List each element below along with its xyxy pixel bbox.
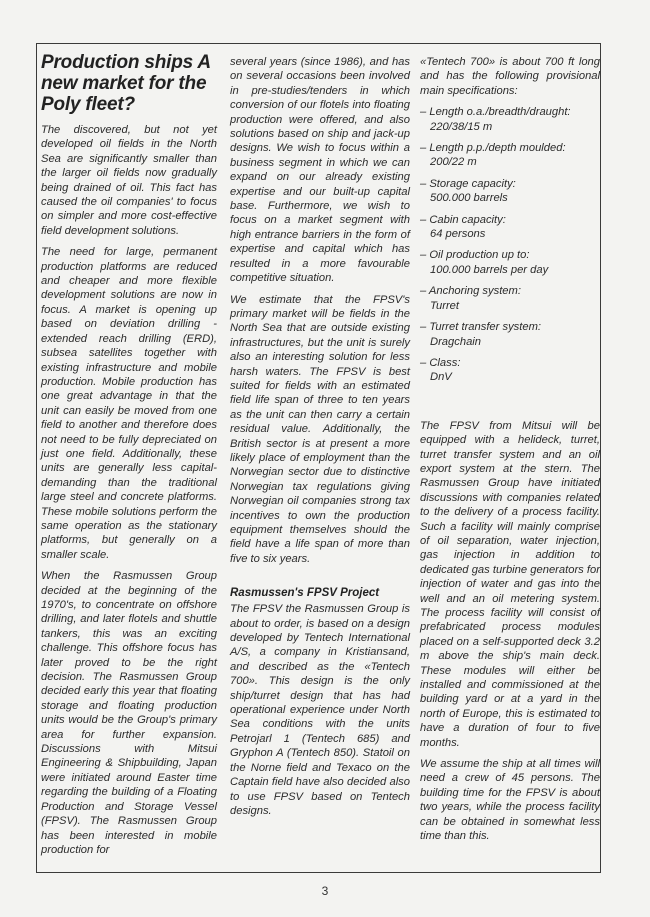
spec-label: – Cabin capacity: — [420, 213, 600, 227]
article-headline: Production ships A new market for the Poly fleet? — [41, 52, 211, 115]
spec-item — [420, 284, 600, 313]
spec-list — [420, 105, 600, 385]
section-subheading: Rasmussen's FPSV Project — [230, 587, 380, 600]
spec-value: Dragchain — [430, 335, 481, 348]
column-3 — [420, 55, 600, 851]
spec-label: – Storage capacity: — [420, 177, 600, 191]
col3-paragraph-1: The FPSV from Mitsui will be equipped with a helideck, turret, turret transfer system and an oil export system at the stern. The Rasmussen Group have initiated discussions with companies related to the delivery of a process facility. Such a facility will mainly comprise of oil separation, water injection, gas injection in addition to dedicated gas turbine generators for injection of water and gas into the well and an oil metering system. The process facility will consist of prefabricated process modules placed on a self-supported deck 3.2 m above the ship's main deck. These modules will either be installed and commissioned at the building yard or at a yard in the north of Europe, this is estimated to have a duration of four to five months. — [420, 419, 600, 749]
spacer — [420, 392, 600, 419]
spec-label: – Turret transfer system: — [420, 320, 600, 334]
col1-paragraph-3: When the Rasmussen Group decided at the beginning of the 1970's, to concentrate on offshore drilling, and later flotels and shuttle tankers, this was an exciting challenge. This offshore focus has later proved to be the right decision. The Rasmussen Group decided early this year that floating storage and floating production units would be the Group's primary area for further expansion. Discussions with Mitsui Engineering & Shipbuilding, Japan were initiated around Easter time regarding the building of a Floating Production and Storage Vessel (FPSV). The Rasmussen Group has been interested in mobile production for — [41, 570, 217, 856]
col3-paragraph-2: We assume the ship at all times will need a crew of 45 persons. The building time for the FPSV is about two years, while the process facility can be obtained in somewhat less time than this. — [420, 758, 600, 843]
spec-label: – Length o.a./breadth/draught: — [420, 105, 600, 119]
column-1 — [41, 52, 217, 864]
spec-value: 200/22 m — [430, 156, 477, 169]
col2-project-paragraph: The FPSV the Rasmussen Group is about to order, is based on a design developed by Tentech International A/S, a company in Kristiansand, and described as the «Tentech 700». This design is the only ship/turret design that has had operational experience under North Sea conditions with the units Petrojarl 1 (Tentech 685) and Gryphon A (Tentech 850). Statoil on the Norne field and Texaco on the Captain field have also decided also to use FPSV based on Tentech designs. — [230, 603, 410, 817]
col1-paragraph-2: The need for large, permanent production platforms are reduced and cheaper and more flexible development solutions are now in focus. A market is opening up based on deviation drilling - extended reach drilling (ERD), subsea satellites together with existing infrastructure and mobile production. Mobile production has one great advantage in that the unit can easily be moved from one field to another and therefore does not need to be fully depreciated on just one field. Additionally, these units are generally less capital-demanding than the traditional large steel and concrete platforms. These mobile solutions perform the same operation as the stationary platforms, but generally on a smaller scale. — [41, 246, 217, 561]
spec-value: 64 persons — [430, 228, 486, 241]
spec-value: 100.000 barrels per day — [430, 263, 549, 276]
spec-label: – Length p.p./depth moulded: — [420, 141, 600, 155]
spec-item — [420, 356, 600, 385]
spec-value: 500.000 barrels — [430, 192, 508, 205]
spec-label: – Anchoring system: — [420, 284, 600, 298]
col2-paragraph-2: We estimate that the FPSV's primary market will be fields in the North Sea that are outside existing infrastructures, but the unit is surely also an interesting solution for less harsh waters. The FPSV is best suited for fields with an estimated field life span of three to ten years as the unit can then carry a certain residual value. Additionally, the British sector is at present a more likely place of employment than the Norwegian sector due to distinctive Norwegian tax regulations giving Norwegian oil companies strong tax incentives to own the production equipment themselves should the field have a life span of more than five to six years. — [230, 293, 410, 565]
col3-intro: «Tentech 700» is about 700 ft long and has the following provisional main specifications: — [420, 56, 600, 97]
spec-value: Turret — [430, 299, 460, 312]
spec-label: – Oil production up to: — [420, 248, 600, 262]
spec-value: 220/38/15 m — [430, 120, 493, 133]
column-2 — [230, 55, 410, 825]
col1-paragraph-1: The discovered, but not yet developed oil fields in the North Sea are significantly smaller than the larger oil fields now gradually being drained of oil. This fact has caused the oil companies' to focus on simpler and more cost-effective field development solutions. — [41, 124, 217, 237]
spec-value: DnV — [430, 371, 452, 384]
spec-item — [420, 320, 600, 349]
spec-label: – Class: — [420, 356, 600, 370]
page-number: 3 — [321, 884, 329, 898]
spec-item — [420, 213, 600, 242]
spec-item — [420, 105, 600, 134]
spec-item — [420, 141, 600, 170]
col2-paragraph-1: several years (since 1986), and has on several occasions been involved in pre-studies/tenders in which conversion of our flotels into floating production were offered, and also solutions based on ship and jack-up designs. We wish to focus within a business segment in which we can expand on our already existing expertise and our built-up capital base. Furthermore, we wish to focus on a market segment with high entrance barriers in the form of expertise and capital which has resulted in a more favourable competitive situation. — [230, 56, 410, 285]
spec-item — [420, 177, 600, 206]
spec-item — [420, 248, 600, 277]
